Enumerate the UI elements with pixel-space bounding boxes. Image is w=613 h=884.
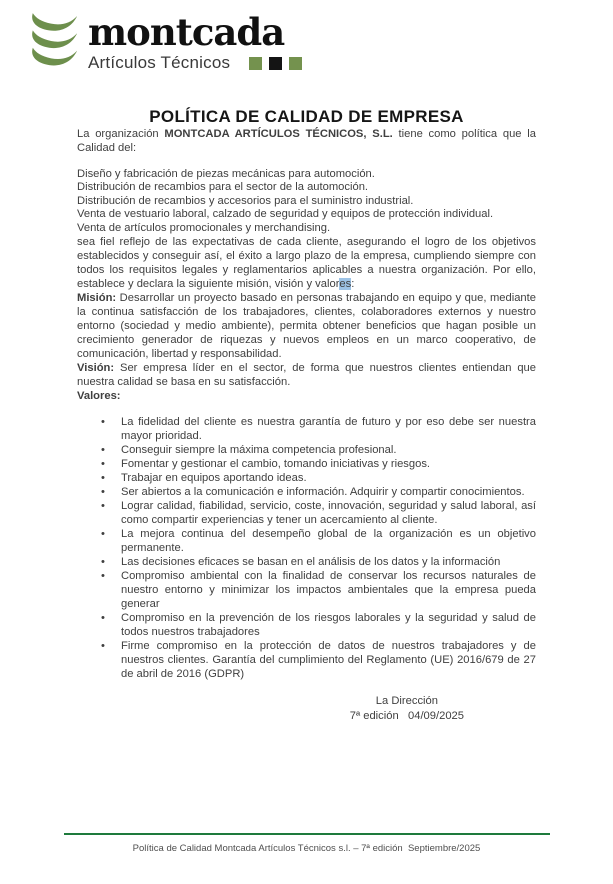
intro-paragraph: [77, 127, 536, 155]
list-item: • Ser abiertos a la comunicación e información. Adquirir y compartir conocimientos.: [101, 485, 536, 499]
activities-list: [77, 168, 536, 235]
company-logo: [0, 0, 613, 73]
footer-divider: [64, 833, 550, 835]
list-item: • Fomentar y gestionar el cambio, tomando iniciativas y riesgos.: [101, 457, 536, 471]
footer-text: Política de Calidad Montcada Artículos Técnicos s.l. – 7ª edición Septiembre/2025: [132, 843, 481, 854]
activity-line: Distribución de recambios y accesorios para el suministro industrial.: [77, 194, 414, 207]
list-item: • Compromiso ambiental con la finalidad de conservar los recursos naturales de nuestro entorno y minimizar los impactos ambientales que la empresa pueda generar: [101, 569, 536, 611]
vision-paragraph: [77, 361, 536, 389]
commitment-paragraph: [77, 235, 536, 291]
page-footer: [0, 833, 613, 854]
signature-line1: La Dirección: [375, 695, 438, 708]
commitment-colon: :: [351, 278, 355, 291]
vision-text: Ser empresa líder en el sector, de forma que nuestros clientes entiendan que nuestra calidad se basa en su satisfacción.: [77, 362, 536, 389]
list-item: • Las decisiones eficaces se basan en el análisis de los datos y la información: [101, 555, 536, 569]
valores-heading: Valores:: [77, 390, 121, 403]
commitment-text: sea fiel reflejo de las expectativas de cada cliente, asegurando el logro de los objetivos establecidos y conseguir así, el éxito a largo plazo de la empresa, cumpliendo siempre con todos los requisitos legales y reglamentarios aplicables a nuestra organización. Por ello, establece y declara la siguiente misión, visión y valor: [77, 236, 536, 291]
activity-line: Distribución de recambios para el sector de la automoción.: [77, 181, 369, 194]
mision-paragraph: [77, 291, 536, 361]
intro-post: tiene como política que la Calidad del:: [77, 128, 536, 154]
document-body: [0, 127, 613, 723]
brand-subtitle: Artículos Técnicos: [88, 53, 231, 72]
mision-label: Misión:: [77, 292, 117, 305]
activity-line: Venta de vestuario laboral, calzado de seguridad y equipos de protección individual.: [77, 208, 494, 221]
activity-line: Venta de artículos promocionales y merchandising.: [77, 221, 331, 234]
mision-text: Desarrollar un proyecto basado en personas trabajando en equipo y que, mediante la continua satisfacción de los trabajadores, clientes, colaboradores externos y nuestro entorno (sociedad y medio ambiente), permita obtener beneficios que hagan posible un crecimiento generador de riquezas y nuevos empleos en un marco cooperativo, de comunicación, libertad y responsabilidad.: [77, 292, 536, 361]
logo-squares: [242, 57, 302, 70]
valores-list: [77, 415, 536, 681]
list-item: • Trabajar en equipos aportando ideas.: [101, 471, 536, 485]
logo-square-black: [269, 57, 282, 70]
signature-block: [350, 694, 464, 723]
list-item: • La fidelidad del cliente es nuestra garantía de futuro y por eso debe ser nuestra mayor prioridad.: [101, 415, 536, 443]
logo-square-green-2: [289, 57, 302, 70]
brand-name: montcada: [88, 10, 285, 54]
logo-swoosh-icon: [28, 12, 80, 70]
company-name: MONTCADA ARTÍCULOS TÉCNICOS, S.L.: [164, 128, 393, 140]
list-item: • La mejora continua del desempeño global de la organización es un objetivo permanente.: [101, 527, 536, 555]
page-title: POLÍTICA DE CALIDAD DE EMPRESA: [149, 107, 464, 126]
activity-line: Diseño y fabricación de piezas mecánicas para automoción.: [77, 168, 375, 180]
list-item: • Compromiso en la prevención de los riesgos laborales y la seguridad y salud de todos nuestros trabajadores: [101, 611, 536, 639]
signature-line2: 7ª edición 04/09/2025: [349, 709, 464, 722]
list-item: • Lograr calidad, fiabilidad, servicio, coste, innovación, seguridad y salud laboral, así como compartir experiencias y tener un acercamiento al cliente.: [101, 499, 536, 527]
vision-label: Visión:: [77, 362, 115, 375]
intro-pre: La organización: [77, 128, 165, 140]
list-item: • Firme compromiso en la protección de datos de nuestros trabajadores y de nuestros clientes. Garantía del cumplimiento del Reglamento (UE) 2016/679 de 27 de abril de 2016 (GDPR): [101, 639, 536, 681]
logo-text: [88, 12, 302, 73]
text-selection-highlight: es: [339, 278, 352, 291]
logo-square-green-1: [249, 57, 262, 70]
list-item: • Conseguir siempre la máxima competencia profesional.: [101, 443, 536, 457]
